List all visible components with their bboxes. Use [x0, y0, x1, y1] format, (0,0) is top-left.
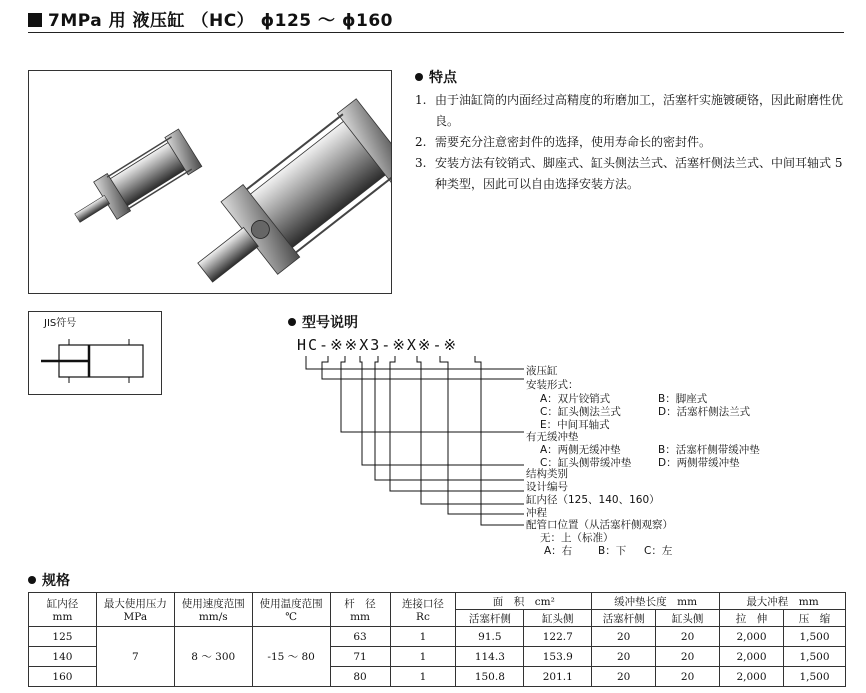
col-stroke-push: 压 缩 [783, 610, 845, 627]
col-area-head: 缸头侧 [524, 610, 592, 627]
cushion-option-b: B：活塞杆侧带缓冲垫 [658, 444, 760, 456]
cell-cushion-rod: 20 [592, 667, 656, 687]
spec-heading [28, 570, 70, 590]
col-speed: 使用速度范围 mm/s [174, 593, 252, 627]
model-label-structure: 结构类别 [526, 468, 568, 480]
feature-number: 1. [415, 93, 427, 107]
mount-option-d: D：活塞杆侧法兰式 [658, 406, 751, 418]
table-row [29, 627, 846, 647]
col-area-rod: 活塞杆侧 [456, 610, 524, 627]
cushion-option-a: A：两侧无缓冲垫 [540, 444, 621, 456]
table-header-row [29, 593, 846, 610]
model-label-port: 配管口位置（从活塞杆侧观察） [526, 519, 673, 531]
cell-rod: 71 [330, 647, 390, 667]
col-area: 面 积 cm² [456, 593, 592, 610]
cell-port: 1 [390, 647, 456, 667]
model-label-mount: 安装形式： [526, 379, 579, 391]
feature-text: 由于油缸筒的内面经过高精度的珩磨加工，活塞杆实施镀硬铬，因此耐磨性优良。 [435, 93, 844, 128]
cell-port: 1 [390, 627, 456, 647]
mount-option-e: E：中间耳轴式 [540, 419, 610, 431]
model-label-design: 设计编号 [526, 481, 568, 493]
cell-cushion-head: 20 [656, 627, 720, 647]
spec-title: 规格 [42, 573, 70, 589]
col-bore: 缸内径 mm [29, 593, 97, 627]
cell-area-head: 201.1 [524, 667, 592, 687]
mount-option-b: B：脚座式 [658, 393, 708, 405]
port-option-none: 无：上（标准） [540, 532, 614, 544]
jis-label: JIS符号 [44, 318, 77, 329]
cell-bore: 140 [29, 647, 97, 667]
bullet-icon [28, 576, 36, 584]
feature-text: 安装方法有铰销式、脚座式、缸头侧法兰式、活塞杆侧法兰式、中间耳轴式 5 种类型，因此可以自由选择安装方法。 [435, 156, 843, 191]
col-stroke-pull: 拉 伸 [720, 610, 784, 627]
col-port: 连接口径 Rc [390, 593, 456, 627]
model-label-stroke: 冲程 [526, 507, 547, 519]
col-rod: 杆 径 mm [330, 593, 390, 627]
col-cushion-rod: 活塞杆侧 [592, 610, 656, 627]
cell-bore: 160 [29, 667, 97, 687]
cell-pressure: 7 [96, 627, 174, 687]
col-cushion: 缓冲垫长度 mm [592, 593, 720, 610]
port-option-a: A：右 [544, 545, 573, 557]
model-label-cushion: 有无缓冲垫 [526, 431, 579, 443]
feature-text: 需要充分注意密封件的选择，使用寿命长的密封件。 [435, 135, 712, 149]
cushion-option-d: D：两侧带缓冲垫 [658, 457, 740, 469]
col-cushion-head: 缸头侧 [656, 610, 720, 627]
mount-option-c: C：缸头侧法兰式 [540, 406, 621, 418]
cell-stroke-push: 1,500 [783, 667, 845, 687]
cell-area-head: 153.9 [524, 647, 592, 667]
spec-table [28, 592, 846, 687]
cell-speed: 8 ～ 300 [174, 627, 252, 687]
port-option-c: C：左 [644, 545, 673, 557]
cell-cushion-rod: 20 [592, 647, 656, 667]
cell-area-head: 122.7 [524, 627, 592, 647]
col-stroke: 最大冲程 mm [720, 593, 846, 610]
cell-rod: 80 [330, 667, 390, 687]
col-temp: 使用温度范围 ℃ [252, 593, 330, 627]
features-title: 特点 [429, 70, 457, 86]
cell-rod: 63 [330, 627, 390, 647]
model-label-cylinder: 液压缸 [526, 365, 558, 377]
cell-bore: 125 [29, 627, 97, 647]
cell-temp: -15 ～ 80 [252, 627, 330, 687]
cell-stroke-pull: 2,000 [720, 647, 784, 667]
col-pressure: 最大使用压力 MPa [96, 593, 174, 627]
cushion-option-c: C：缸头侧带缓冲垫 [540, 457, 632, 469]
cell-cushion-head: 20 [656, 647, 720, 667]
cell-cushion-head: 20 [656, 667, 720, 687]
cell-stroke-pull: 2,000 [720, 627, 784, 647]
cell-stroke-push: 1,500 [783, 647, 845, 667]
feature-number: 2. [415, 135, 427, 149]
model-title: 型号说明 [302, 315, 358, 331]
cell-area-rod: 91.5 [456, 627, 524, 647]
cell-stroke-pull: 2,000 [720, 667, 784, 687]
cell-area-rod: 150.8 [456, 667, 524, 687]
cell-area-rod: 114.3 [456, 647, 524, 667]
feature-number: 3. [415, 156, 427, 170]
cell-cushion-rod: 20 [592, 627, 656, 647]
mount-option-a: A：双片铰销式 [540, 393, 611, 405]
port-option-b: B：下 [598, 545, 627, 557]
model-label-bore: 缸内径（125、140、160） [526, 494, 660, 506]
model-code: HC-※※X3-※X※-※ [297, 336, 459, 354]
cell-stroke-push: 1,500 [783, 627, 845, 647]
page-title: 7MPa 用 液压缸 （HC） ϕ125 ～ ϕ160 [48, 11, 393, 31]
cell-port: 1 [390, 667, 456, 687]
